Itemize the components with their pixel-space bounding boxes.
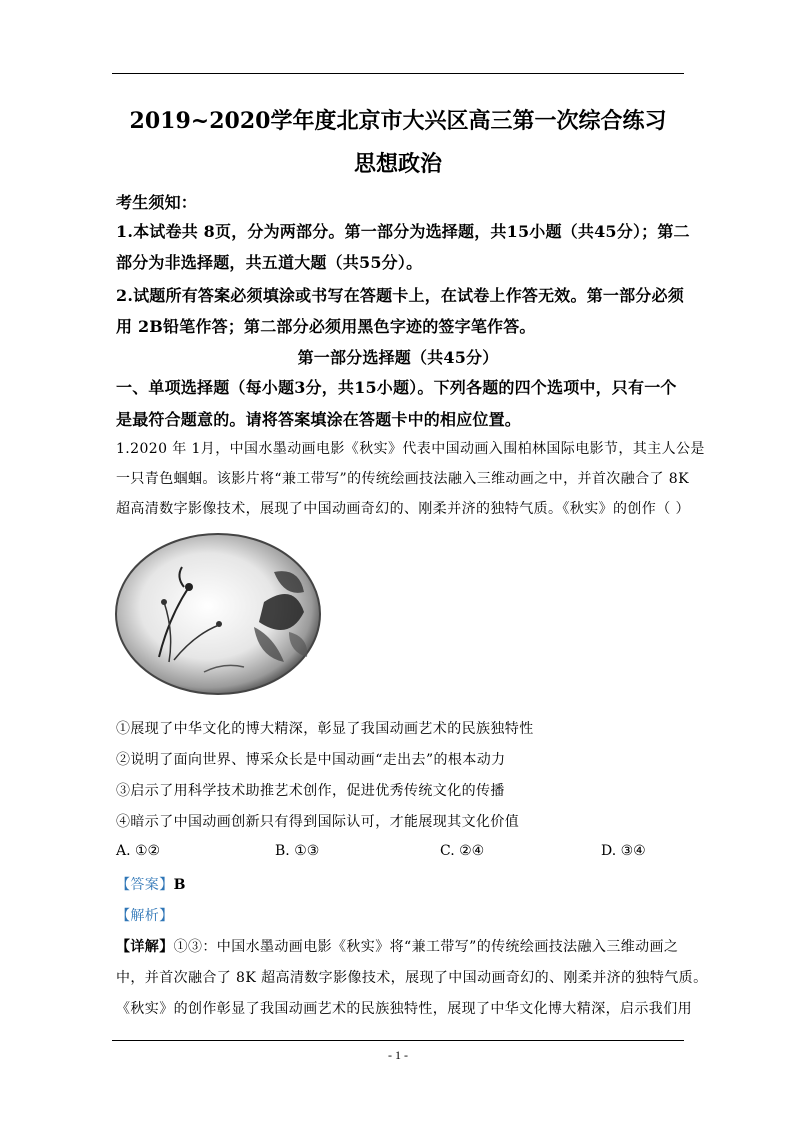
question1-line3: 超高清数字影像技术，展现了中国动画奇幻的、刚柔并济的独特气质。《秋实》的创作（ ）: [116, 501, 690, 517]
notice-item2-line2: 用 2B铅笔作答；第二部分必须用黑色字迹的签字笔作答。: [116, 317, 536, 336]
footer-rule: [112, 1040, 684, 1041]
page-number: - 1 -: [388, 1048, 408, 1062]
detail-label: 【详解】: [116, 939, 174, 955]
notice-item2-line1: 2.试题所有答案必须填涂或书写在答题卡上，在试卷上作答无效。第一部分必须: [116, 286, 684, 305]
answer-line: [116, 874, 686, 894]
header-rule: [112, 73, 684, 74]
part1-instruction-line2: 是最符合题意的。请将答案填涂在答题卡中的相应位置。: [116, 410, 522, 429]
notice-item1-line1: 1.本试卷共 8页，分为两部分。第一部分为选择题，共15小题（共45分）；第二: [116, 222, 690, 241]
ink-painting-plate-icon: [114, 532, 322, 700]
detail-line2: 中，并首次融合了 8K 超高清数字影像技术，展现了中国动画奇幻的、刚柔并济的独特气质。: [116, 970, 708, 986]
subject-title: 思想政治: [353, 151, 442, 177]
analysis-label: 【解析】: [116, 908, 174, 924]
statement-3: ③启示了用科学技术助推艺术创作，促进优秀传统文化的传播: [116, 783, 505, 799]
part1-instruction-line1: 一、单项选择题（每小题3分，共15小题）。下列各题的四个选项中，只有一个: [116, 378, 677, 397]
notice-heading: 考生须知：: [116, 193, 198, 212]
question1-line1: 1.2020 年 1月，中国水墨动画电影《秋实》代表中国动画入围柏林国际电影节，其主人公是: [116, 441, 705, 457]
detail-line3: 《秋实》的创作彰显了我国动画艺术的民族独特性，展现了中华文化博大精深，启示我们用: [116, 1001, 692, 1017]
answer-value: B: [173, 877, 186, 893]
detail-line1: [116, 936, 686, 956]
notice-item1-line2: 部分为非选择题，共五道大题（共55分）。: [116, 253, 423, 272]
option-c: C. ②④: [440, 843, 485, 859]
option-b: B. ①③: [275, 843, 320, 859]
option-a: A. ①②: [116, 843, 161, 859]
part1-heading: 第一部分选择题（共45分）: [297, 348, 499, 367]
exam-title: 2019~2020学年度北京市大兴区高三第一次综合练习: [129, 108, 667, 134]
detail-text1: ①③：中国水墨动画电影《秋实》将“兼工带写”的传统绘画技法融入三维动画之: [173, 939, 679, 955]
statement-4: ④暗示了中国动画创新只有得到国际认可，才能展现其文化价值: [116, 814, 520, 830]
option-d: D. ③④: [601, 843, 646, 859]
statement-1: ①展现了中华文化的博大精深，彰显了我国动画艺术的民族独特性: [116, 721, 534, 737]
statement-2: ②说明了面向世界、博采众长是中国动画“走出去”的根本动力: [116, 752, 506, 768]
question1-line2: 一只青色蝈蝈。该影片将“兼工带写”的传统绘画技法融入三维动画之中，并首次融合了 8K: [116, 471, 689, 487]
answer-label: 【答案】: [116, 877, 174, 893]
